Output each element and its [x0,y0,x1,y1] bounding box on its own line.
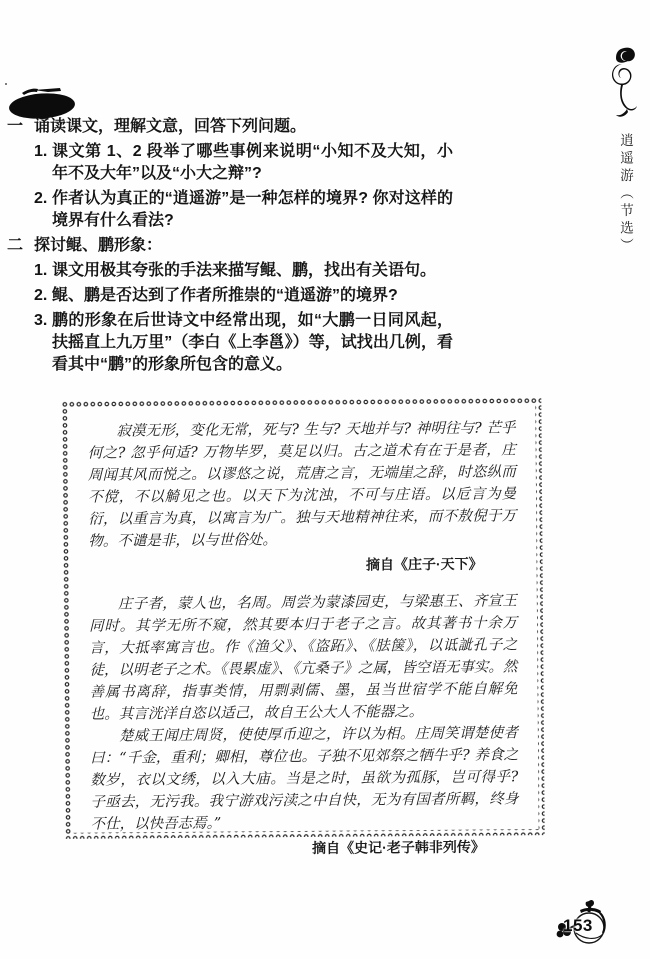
flourish-icon [608,46,640,122]
list-item [34,141,453,185]
section-1-header [7,116,453,138]
section-2-header [7,235,453,257]
item-number: 2. [34,190,48,207]
section-2-title: 探讨鲲、鹏形象： [34,237,163,254]
item-number: 3. [34,312,48,329]
chapter-side-title: 逍遥游（节选） [617,133,633,256]
reading-quote-box [61,397,544,856]
item-number: 1. [34,143,48,160]
quote-paragraph: 庄子者，蒙人也，名周。周尝为蒙漆园吏，与梁惠王、齐宣王同时。其学无所不窥，然其要本归于老子之言。故其著书十余万言，大抵率寓言也。作《渔父》、《盗跖》、《胠箧》，以诋訿孔子之徒，以明老子之术。《畏累虚》、《亢桑子》之属，皆空语无事实。然善属书离辞，指事类情，用剽剥儒、墨，虽当世宿学不能自解免也。其言洸洋自恣以适己，故自王公大人不能器之。 [88,593,518,723]
section-2-marker: 二 [7,237,24,254]
list-item [34,285,453,307]
item-text: 鹏的形象在后世诗文中经常出现，如“大鹏一日同风起，扶摇直上九万里”（李白《上李邕》）等，试找出几例，看看其中“鹏”的形象所包含的意义。 [52,312,453,373]
list-item [34,260,453,282]
list-item [34,310,453,376]
section-1-marker: 一 [7,118,24,135]
quote-source: 摘自《史记·老子韩非列传》 [312,838,485,856]
item-text: 鲲、鹏是否达到了作者所推崇的“逍遥游”的境界? [52,287,398,304]
page-number: 153 [563,916,593,935]
quote-box-content [67,403,538,856]
section-1-title: 诵读课文，理解文意，回答下列问题。 [34,118,307,135]
item-text: 课文第 1、2 段举了哪些事例来说明“小知不及大知，小年不及大年”以及“小大之辩”? [52,143,453,182]
exercise-section-1 [7,116,453,232]
page-number-widget [556,899,616,951]
item-text: 课文用极其夸张的手法来描写鲲、鹏，找出有关语句。 [52,262,437,279]
exercises-block [7,116,453,379]
quote-paragraph: 寂漠无形，变化无常，死与? 生与? 天地并与? 神明往与? 芒乎何之? 忽乎何适? 万物毕罗，莫足以归。古之道术有在于是者，庄周闻其风而悦之。以谬悠之说，荒唐之言，无端崖之辞，时恣纵而不傥，不以觭见之也。以天下为沈浊，不可与庄语。以卮言为曼衍，以重言为真，以寓言为广。独与天地精神往来，而不敖倪于万物。不谴是非，以与世俗处。 [87,420,517,550]
item-number: 1. [34,262,48,279]
item-text: 作者认为真正的“逍遥游”是一种怎样的境界? 你对这样的境界有什么看法? [52,190,453,229]
exercise-section-2 [7,235,453,376]
quote-paragraph: 楚威王闻庄周贤，使使厚币迎之，许以为相。庄周笑谓楚使者曰：“千金，重利；卿相，尊位也。子独不见郊祭之牺牛乎? 养食之数岁，衣以文绣，以入大庙。当是之时，虽欲为孤豚，岂可得乎? 子亟去，无污我。我宁游戏污渎之中自快，无为有国者所羁，终身不仕，以快吾志焉。” [90,725,519,833]
quote-source: 摘自《庄子·天下》 [365,555,483,573]
list-item [34,188,453,232]
item-number: 2. [34,287,48,304]
